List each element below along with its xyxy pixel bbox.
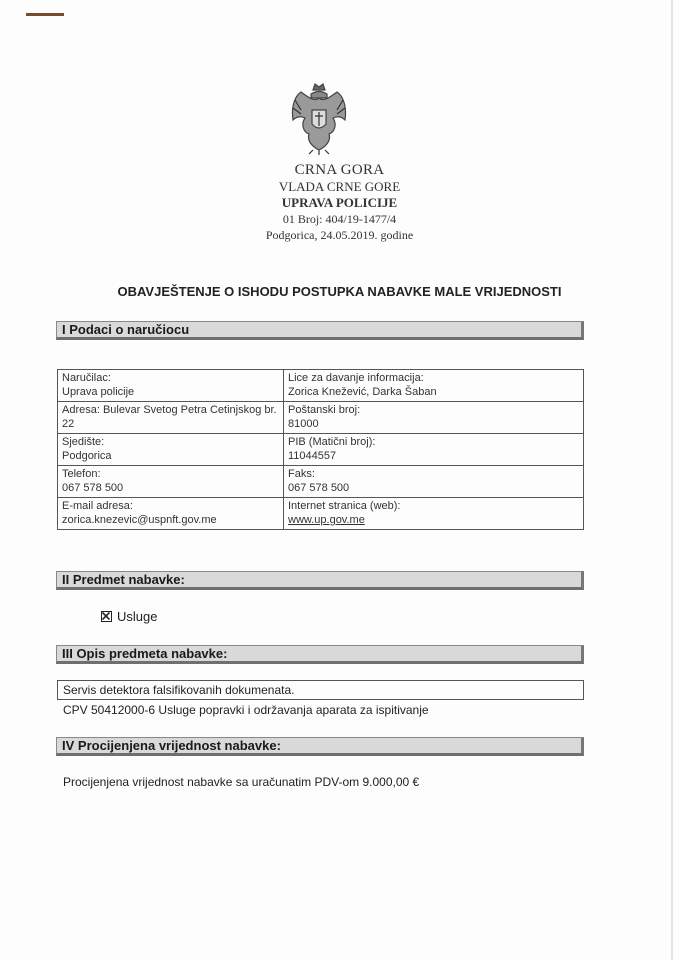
- table-cell: [58, 402, 284, 434]
- government-name: VLADA CRNE GORE: [278, 179, 401, 194]
- field-value: 22: [62, 418, 75, 430]
- field-label: Faks:: [288, 468, 315, 480]
- table-row: [58, 402, 584, 434]
- field-value: Podgorica: [62, 450, 112, 462]
- cpv-code: CPV 50412000-6 Usluge popravki i održavanja aparata za ispitivanje: [63, 703, 429, 717]
- field-value: zorica.knezevic@uspnft.gov.me: [62, 514, 217, 526]
- country-name: CRNA GORA: [294, 162, 385, 178]
- field-label: Sjedište:: [62, 436, 105, 448]
- table-cell: [58, 498, 284, 530]
- estimated-value-text: Procijenjena vrijednost nabavke sa uračunatim PDV-om 9.000,00 €: [63, 775, 420, 789]
- coat-of-arms-icon: [287, 80, 351, 156]
- page-edge-shadow: [671, 0, 673, 960]
- reference-number: 01 Broj: 404/19-1477/4: [282, 212, 397, 226]
- field-label: Adresa: Bulevar Svetog Petra Cetinjskog br.: [62, 404, 277, 416]
- website-link[interactable]: www.up.gov.me: [288, 514, 365, 526]
- checkbox-checked-icon: [101, 611, 112, 622]
- field-label: E-mail adresa:: [62, 500, 133, 512]
- table-cell: [58, 466, 284, 498]
- field-value: 81000: [288, 418, 319, 430]
- section-heading-estimated-value: IV Procijenjena vrijednost nabavke:: [56, 737, 584, 756]
- field-label: Internet stranica (web):: [288, 500, 401, 512]
- contracting-authority-table: [57, 369, 584, 530]
- table-row: [58, 434, 584, 466]
- field-label: PIB (Matični broj):: [288, 436, 376, 448]
- section-heading-description: III Opis predmeta nabavke:: [56, 645, 584, 664]
- pen-mark: [26, 13, 64, 16]
- subject-description: Servis detektora falsifikovanih dokumenata.: [57, 680, 584, 700]
- section-heading-contracting-authority: I Podaci o naručiocu: [56, 321, 584, 340]
- field-label: Naručilac:: [62, 372, 111, 384]
- institution-name: UPRAVA POLICIJE: [281, 195, 398, 210]
- document-title: OBAVJEŠTENJE O ISHODU POSTUPKA NABAVKE MALE VRIJEDNOSTI: [117, 284, 562, 299]
- field-label: Lice za davanje informacija:: [288, 372, 424, 384]
- checkbox-label: Usluge: [117, 609, 158, 624]
- field-value: 11044557: [288, 450, 337, 462]
- table-cell: [284, 434, 584, 466]
- table-cell: [284, 402, 584, 434]
- table-cell: [58, 370, 284, 402]
- place-date: Podgorica, 24.05.2019. godine: [265, 228, 414, 242]
- field-label: Telefon:: [62, 468, 101, 480]
- section-heading-subject: II Predmet nabavke:: [56, 571, 584, 590]
- field-value: 067 578 500: [288, 482, 350, 494]
- field-value: Uprava policije: [62, 386, 135, 398]
- table-row: [58, 498, 584, 530]
- field-label: Poštanski broj:: [288, 404, 361, 416]
- letterhead: [0, 161, 679, 243]
- table-row: [58, 466, 584, 498]
- table-cell: [284, 466, 584, 498]
- field-value: Zorica Knežević, Darka Šaban: [288, 386, 437, 398]
- table-row: [58, 370, 584, 402]
- table-cell: [284, 370, 584, 402]
- table-cell: [284, 498, 584, 530]
- table-cell: [58, 434, 284, 466]
- field-value: 067 578 500: [62, 482, 124, 494]
- services-checkbox-row: [101, 609, 157, 624]
